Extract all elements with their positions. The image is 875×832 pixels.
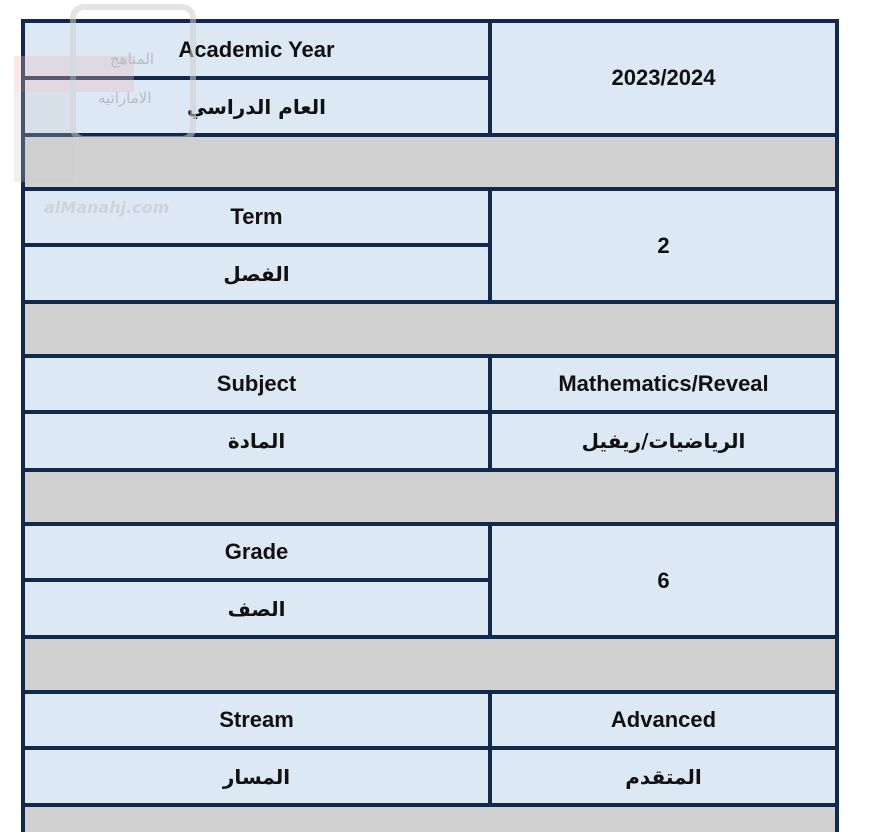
subject-row [25,358,835,468]
stream-value-en: Advanced [492,694,835,746]
grade-value: 6 [492,526,835,635]
separator-row [25,304,835,354]
subject-value-en: Mathematics/Reveal [492,358,835,410]
grade-label-ar: الصف [25,582,488,635]
watermark-text: المناهج [110,50,155,68]
stream-label-en: Stream [25,694,488,746]
stream-row [25,694,835,803]
academic-year-label-ar: العام الدراسي [25,80,488,133]
grade-label-en: Grade [25,526,488,578]
academic-year-value: 2023/2024 [492,23,835,133]
watermark-site: alManahj.com [44,198,170,217]
term-label-ar: الفصل [25,247,488,300]
academic-year-row [25,23,835,133]
stream-value-ar: المتقدم [492,750,835,803]
separator-row [25,472,835,522]
term-row [25,191,835,300]
separator-row [25,639,835,690]
subject-value-ar: الرياضيات/ريفيل [492,414,835,468]
subject-label-en: Subject [25,358,488,410]
academic-year-label-en: Academic Year [25,23,488,76]
term-value: 2 [492,191,835,300]
watermark-text: الاماراتيه [98,89,152,107]
separator-row [25,137,835,187]
stream-label-ar: المسار [25,750,488,803]
separator-row [25,807,835,832]
subject-label-ar: المادة [25,414,488,468]
grade-row [25,526,835,635]
term-label-en: Term [25,191,488,243]
